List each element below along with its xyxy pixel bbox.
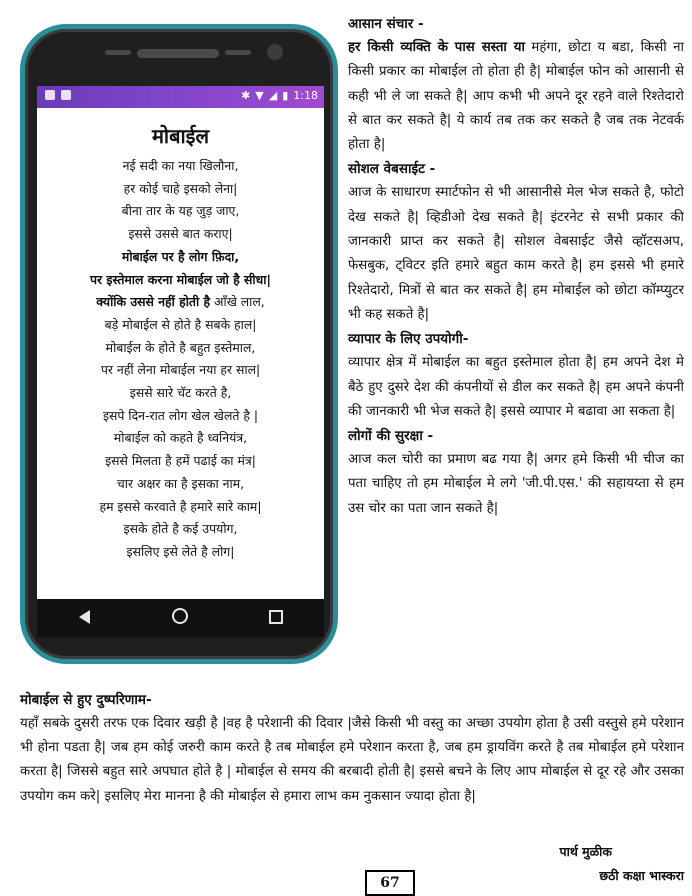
section-heading: सोशल वेबसाईट - <box>348 161 436 178</box>
signal-icon: ◢ <box>268 89 278 102</box>
section-heading: व्यापार के लिए उपयोगी- <box>348 331 469 348</box>
phone-nav-bar <box>37 599 324 637</box>
bottom-body: यहाँ सबके दुसरी तरफ एक दिवार खड़ी है |वह है परेशानी की दिवार |जैसे किसी भी वस्तु का अच्छा उपयोग होता है उसी वस्तुसे हमे परेशान भी होना पडता है| जब हम कोई जरुरी काम करते है तब मोबाईल हमे परेशान करता है, जब हम ड्रायविंग करते है तब मोबाईल हमे परेशान करता है| जिससे बहुत सारे अपघात होते है | मोबाईल से समय की बरबादी होती है| इससे बचने के लिए आप मोबाईल से दूर रहे और उसका उपयोग कम करे| इसलिए मेरा मानना है की मोबाईल से हमारा लाभ कम नुकसान ज्यादा होता है| <box>20 716 684 804</box>
poem-line: पर इस्तेमाल करना मोबाईल जो है सीधा| <box>90 271 271 287</box>
poem-line: मोबाईल को कहते है ध्वनियंत्र, <box>113 430 248 446</box>
section-heading: आसान संचार - <box>348 16 424 32</box>
section-body-rest: महंगा, छोटा य बडा, किसी ना किसी प्रकार का मोबाईल तो होता ही है| मोबाईल फोन को आसानी से कही भी ले जा सकते है| आप कभी भी अपने दूर रहने वाले रिश्तेदारो से बात कर सकते है| ये कार्य तब तक कर सकते है जब तक नेटवर्क होता है| <box>348 40 684 153</box>
poem-line: इसके होते है कई उपयोग, <box>123 521 238 537</box>
home-icon[interactable] <box>165 608 195 628</box>
section-body-bold: हर किसी व्यक्ति के पास सस्ता या <box>348 40 525 55</box>
poem-line: चार अक्षर का है इसका नाम, <box>116 475 245 491</box>
phone-status-bar <box>37 86 324 108</box>
notification-icon <box>45 90 55 100</box>
right-column <box>348 12 684 521</box>
phone-camera <box>267 44 283 60</box>
poem-line <box>37 291 324 314</box>
poem-line-rest: आँखे लाल, <box>210 294 265 310</box>
section-body: आज कल चोरी का प्रमाण बढ गया है| अगर हमे किसी भी चीज का पता चाहिए तो हम मोबाईल मे लगे 'जी.पी.एस.' की सहायय्ता से हम उस चोर का पता जान सकते है| <box>348 452 684 516</box>
section-body <box>348 36 684 157</box>
section-heading: लोगों की सुरक्षा - <box>348 428 434 445</box>
bottom-section <box>20 688 684 809</box>
section-body: आज के साधारण स्मार्टफोन से भी आसानीसे मेल भेज सकते है, फोटो देख सकते है| व्हिडीओ देख सकते है| इंटरनेट से सभी प्रकार की जानकारी प्राप्त कर सकते है| सोशल वेबसाईट जैसे व्हॉटसअप, फेसबुक, ट्विटर इति हमारे बहुत काम करते है| हम इससे भी हमारे रिश्तेदारो, मित्रों से बात कर सकते है| हम मोबाईल को छोटा कॉम्प्युटर भी कह सकते है| <box>348 185 684 322</box>
author-class: छठी कक्षा भास्करा <box>599 868 684 883</box>
poem-line: हम इससे करवाते है हमारे सारे काम| <box>99 498 262 514</box>
back-icon[interactable] <box>70 609 100 628</box>
poem-line: इसलिए इसे लेते है लोग| <box>126 543 235 559</box>
poem-line: पर नहीं लेना मोबाईल नया हर साल| <box>100 362 261 378</box>
poem-title: मोबाईल <box>151 124 210 148</box>
status-time: 1:18 <box>293 89 318 102</box>
poem-line: नई सदी का नया खिलौना, <box>122 158 239 173</box>
bottom-heading: मोबाईल से हुए दुष्परिणाम- <box>20 692 152 708</box>
poem-line-bold: क्योंकि उससे नहीं होती है <box>96 294 211 310</box>
recents-icon[interactable] <box>261 609 291 628</box>
phone-illustration <box>20 24 338 664</box>
poem-line: बीना तार के यह जुड़ जाए, <box>121 203 240 219</box>
phone-ear-bar-left <box>105 50 131 55</box>
poem-line: हर कोई चाहे इसको लेना| <box>123 180 238 196</box>
poem-line: इससे सारे चॅट करते है, <box>129 385 232 401</box>
phone-speaker <box>137 49 219 58</box>
page-number: 67 <box>365 870 415 896</box>
phone-ear-bar-right <box>225 50 251 55</box>
phone-screen <box>37 108 324 599</box>
poem <box>37 155 324 564</box>
battery-icon: ▮ <box>282 89 289 102</box>
poem-line: मोबाईल के होते है बहुत इस्तेमाल, <box>105 339 256 355</box>
poem-line: इससे मिलता है हमें पढाई का मंत्र| <box>105 453 256 469</box>
author-name: पार्थ मुळीक <box>559 844 612 859</box>
bluetooth-icon: ✱ <box>241 89 251 102</box>
poem-line: बड़े मोबाईल से होते है सबके हाल| <box>104 316 257 332</box>
poem-line: इससे उससे बात कराए| <box>128 226 233 242</box>
android-icon <box>61 90 71 100</box>
section-body: व्यापार क्षेत्र में मोबाईल का बहुत इस्तेमाल होता है| हम अपने देश मे बैठे हुए दुसरे देश की कंपनीयों से डील कर सकते है| हम अपने कंपनी की जानकारी भी भेज सकते है| इससे व्यापार मे बढावा आ सकता है| <box>348 355 684 419</box>
poem-line: मोबाईल पर है लोग फ़िदा, <box>121 248 240 264</box>
wifi-icon: ▼ <box>255 89 264 102</box>
poem-line: इसपे दिन-रात लोग खेल खेलते है | <box>102 407 259 423</box>
